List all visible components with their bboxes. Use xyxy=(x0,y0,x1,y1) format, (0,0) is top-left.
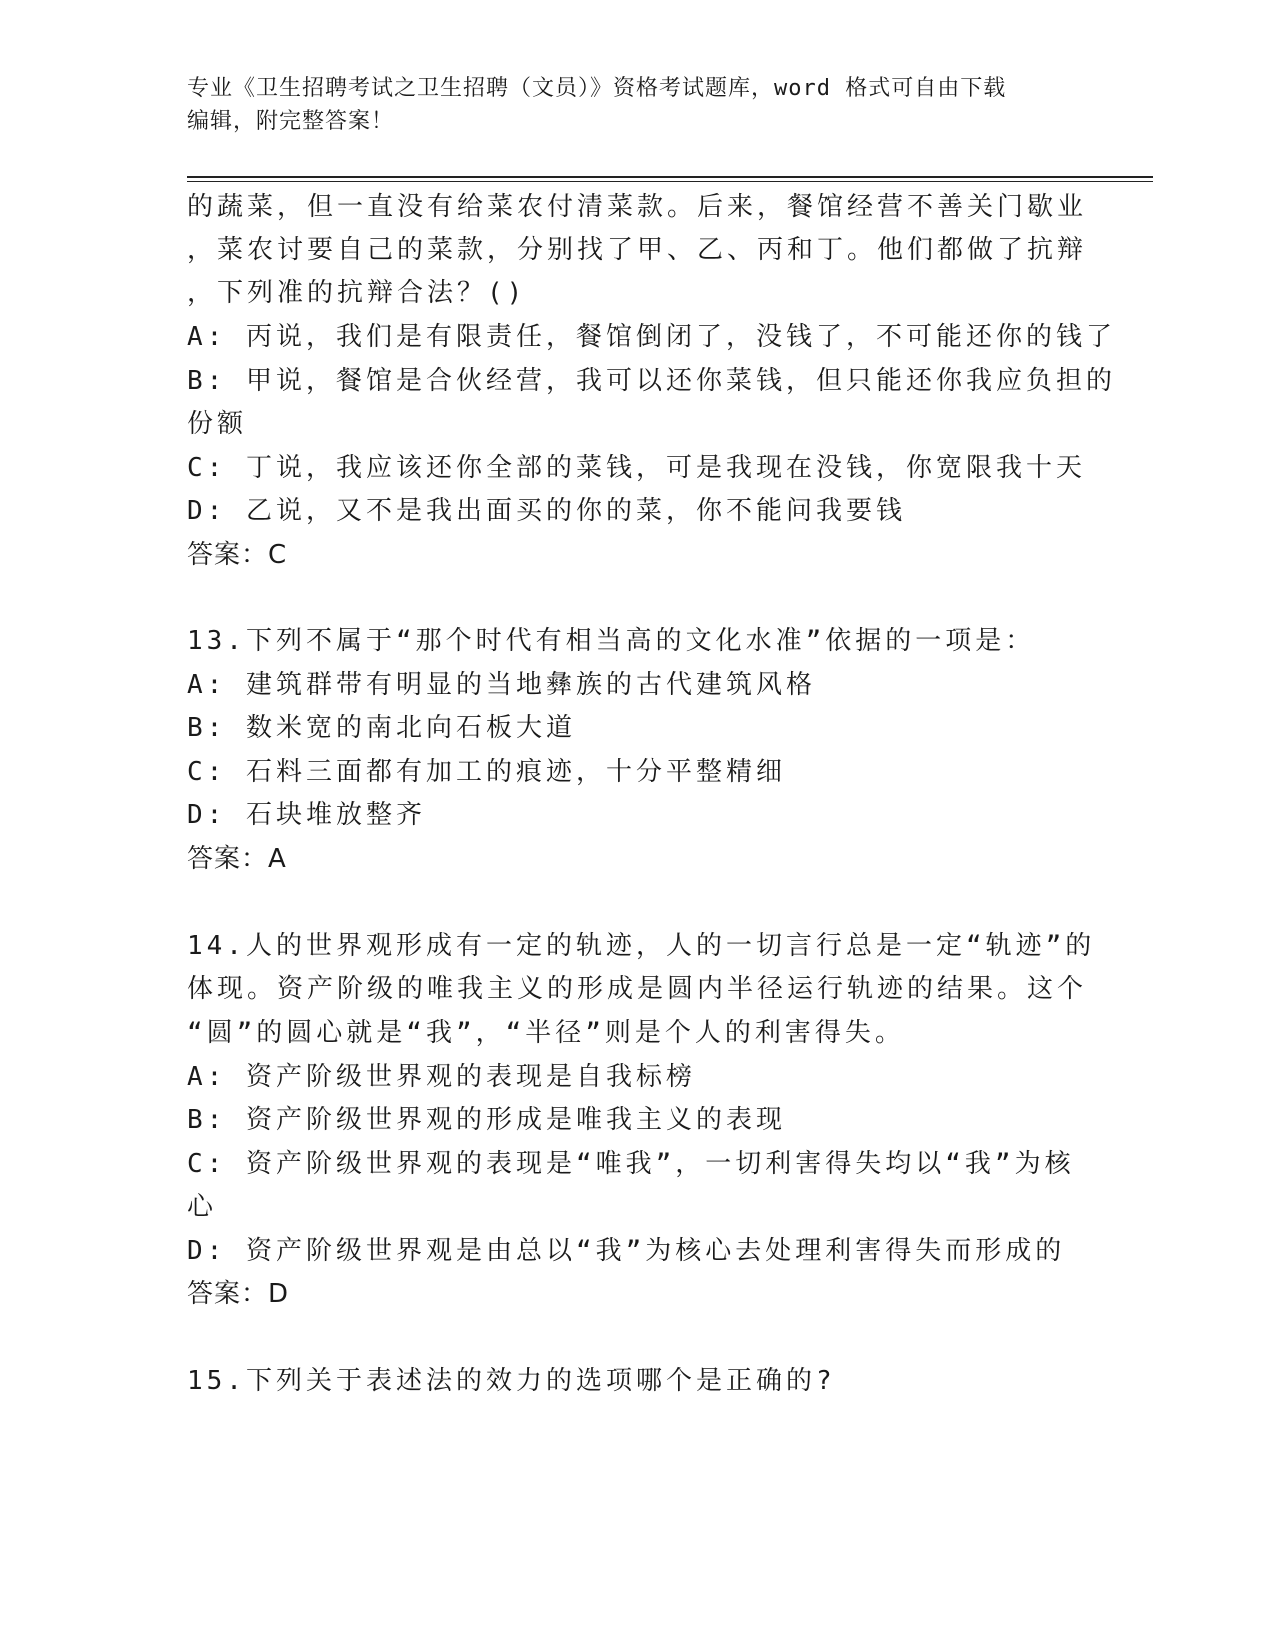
q14-option-c-line-2: 心 xyxy=(187,1192,218,1222)
q14-stem-line-3: “圆”的圆心就是“我”，“半径”则是个人的利害得失。 xyxy=(187,1018,905,1048)
q14-option-a: A: 资产阶级世界观的表现是自我标榜 xyxy=(187,1062,696,1092)
header-line-1: 专业《卫生招聘考试之卫生招聘（文员）》资格考试题库，word 格式可自由下载 xyxy=(187,76,1007,101)
q14-option-b: B: 资产阶级世界观的形成是唯我主义的表现 xyxy=(187,1105,786,1135)
q12-option-a: A: 丙说，我们是有限责任，餐馆倒闭了，没钱了，不可能还你的钱了 xyxy=(187,322,1116,352)
q13-stem: 13.下列不属于“那个时代有相当高的文化水准”依据的一项是： xyxy=(187,626,1036,656)
q14-stem-line-1: 14.人的世界观形成有一定的轨迹，人的一切言行总是一定“轨迹”的 xyxy=(187,931,1096,961)
q12-stem-line-2: ，菜农讨要自己的菜款，分别找了甲、乙、丙和丁。他们都做了抗辩 xyxy=(187,235,1088,265)
q12-answer: 答案：C xyxy=(187,540,288,570)
q13-option-a: A: 建筑群带有明显的当地彝族的古代建筑风格 xyxy=(187,670,816,700)
document-header xyxy=(187,72,1067,138)
header-divider-thin xyxy=(187,181,1153,182)
q14-option-c-line-1: C: 资产阶级世界观的表现是“唯我”，一切利害得失均以“我”为核 xyxy=(187,1149,1075,1179)
q14-answer: 答案：D xyxy=(187,1279,290,1309)
header-line-2: 编辑，附完整答案！ xyxy=(187,109,395,134)
q12-option-c: C: 丁说，我应该还你全部的菜钱，可是我现在没钱，你宽限我十天 xyxy=(187,453,1086,483)
q13-option-b: B: 数米宽的南北向石板大道 xyxy=(187,713,576,743)
q12-stem-line-1: 的蔬菜，但一直没有给菜农付清菜款。后来，餐馆经营不善关门歇业 xyxy=(187,192,1088,222)
q14-stem-line-2: 体现。资产阶级的唯我主义的形成是圆内半径运行轨迹的结果。这个 xyxy=(187,974,1088,1004)
q13-option-c: C: 石料三面都有加工的痕迹，十分平整精细 xyxy=(187,757,786,787)
q12-option-b-line-2: 份额 xyxy=(187,409,248,439)
q13-option-d: D: 石块堆放整齐 xyxy=(187,800,426,830)
q15-stem: 15.下列关于表述法的效力的选项哪个是正确的? xyxy=(187,1366,836,1396)
q13-answer: 答案：A xyxy=(187,844,287,874)
q12-option-d: D: 乙说，又不是我出面买的你的菜，你不能问我要钱 xyxy=(187,496,906,526)
q14-option-d: D: 资产阶级世界观是由总以“我”为核心去处理利害得失而形成的 xyxy=(187,1236,1066,1266)
q12-option-b-line-1: B: 甲说，餐馆是合伙经营，我可以还你菜钱，但只能还你我应负担的 xyxy=(187,366,1116,396)
q12-stem-line-3: ，下列准的抗辩合法？() xyxy=(187,278,527,308)
header-divider-thick xyxy=(187,176,1153,178)
